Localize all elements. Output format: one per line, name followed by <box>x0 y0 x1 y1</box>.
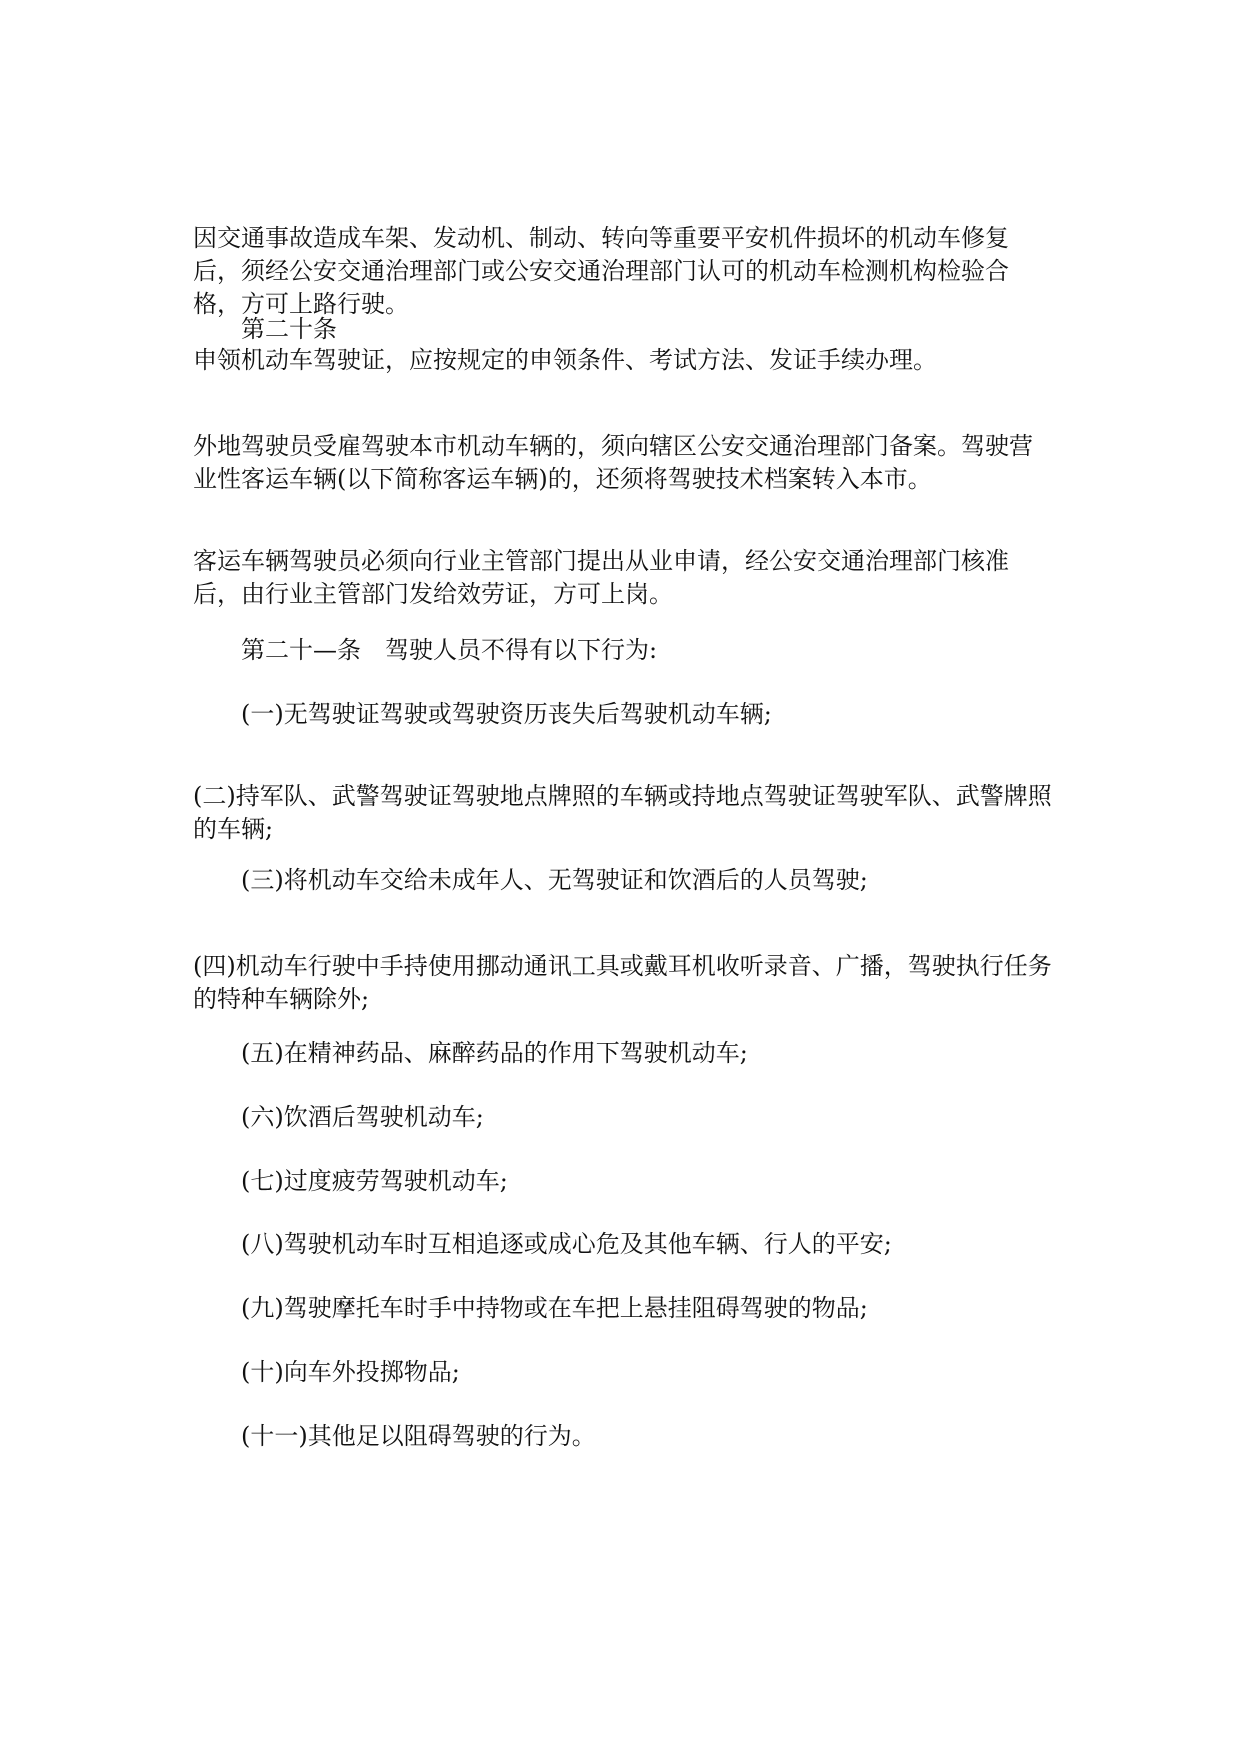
list-item-3: (三)将机动车交给未成年人、无驾驶证和饮酒后的人员驾驶; <box>241 866 868 894</box>
list-item-5: (五)在精神药品、麻醉药品的作用下驾驶机动车; <box>241 1039 748 1067</box>
article-21-heading: 第二十—条 驾驶人员不得有以下行为: <box>241 636 658 664</box>
list-item-2: (二)持军队、武警驾驶证驾驶地点牌照的车辆或持地点驾驶证驾驶军队、武警牌照的车辆; <box>193 782 1052 843</box>
list-item-7: (七)过度疲劳驾驶机动车; <box>241 1167 508 1195</box>
list-item-10: (十)向车外投掷物品; <box>241 1358 460 1386</box>
list-item-6: (六)饮酒后驾驶机动车; <box>241 1103 484 1131</box>
paragraph-passenger-drivers: 客运车辆驾驶员必须向行业主管部门提出从业申请，经公安交通治理部门核准后，由行业主管部门发给效劳证，方可上岗。 <box>193 547 1009 608</box>
paragraph-nonlocal-drivers: 外地驾驶员受雇驾驶本市机动车辆的，须向辖区公安交通治理部门备案。驾驶营业性客运车辆(以下简称客运车辆)的，还须将驾驶技术档案转入本市。 <box>193 432 1033 493</box>
paragraph-license-application: 申领机动车驾驶证，应按规定的申领条件、考试方法、发证手续办理。 <box>193 346 937 374</box>
list-item-8: (八)驾驶机动车时互相追逐或成心危及其他车辆、行人的平安; <box>241 1230 892 1258</box>
list-item-11: (十一)其他足以阻碍驾驶的行为。 <box>241 1422 596 1450</box>
list-item-9: (九)驾驶摩托车时手中持物或在车把上悬挂阻碍驾驶的物品; <box>241 1294 868 1322</box>
paragraph-vehicle-repair-inspection: 因交通事故造成车架、发动机、制动、转向等重要平安机件损坏的机动车修复后，须经公安交通治理部门或公安交通治理部门认可的机动车检测机构检验合格，方可上路行驶。 <box>193 224 1009 318</box>
article-20-heading: 第二十条 <box>241 315 337 343</box>
list-item-4: (四)机动车行驶中手持使用挪动通讯工具或戴耳机收听录音、广播，驾驶执行任务的特种车辆除外; <box>193 952 1052 1013</box>
list-item-1: (一)无驾驶证驾驶或驾驶资历丧失后驾驶机动车辆; <box>241 700 772 728</box>
